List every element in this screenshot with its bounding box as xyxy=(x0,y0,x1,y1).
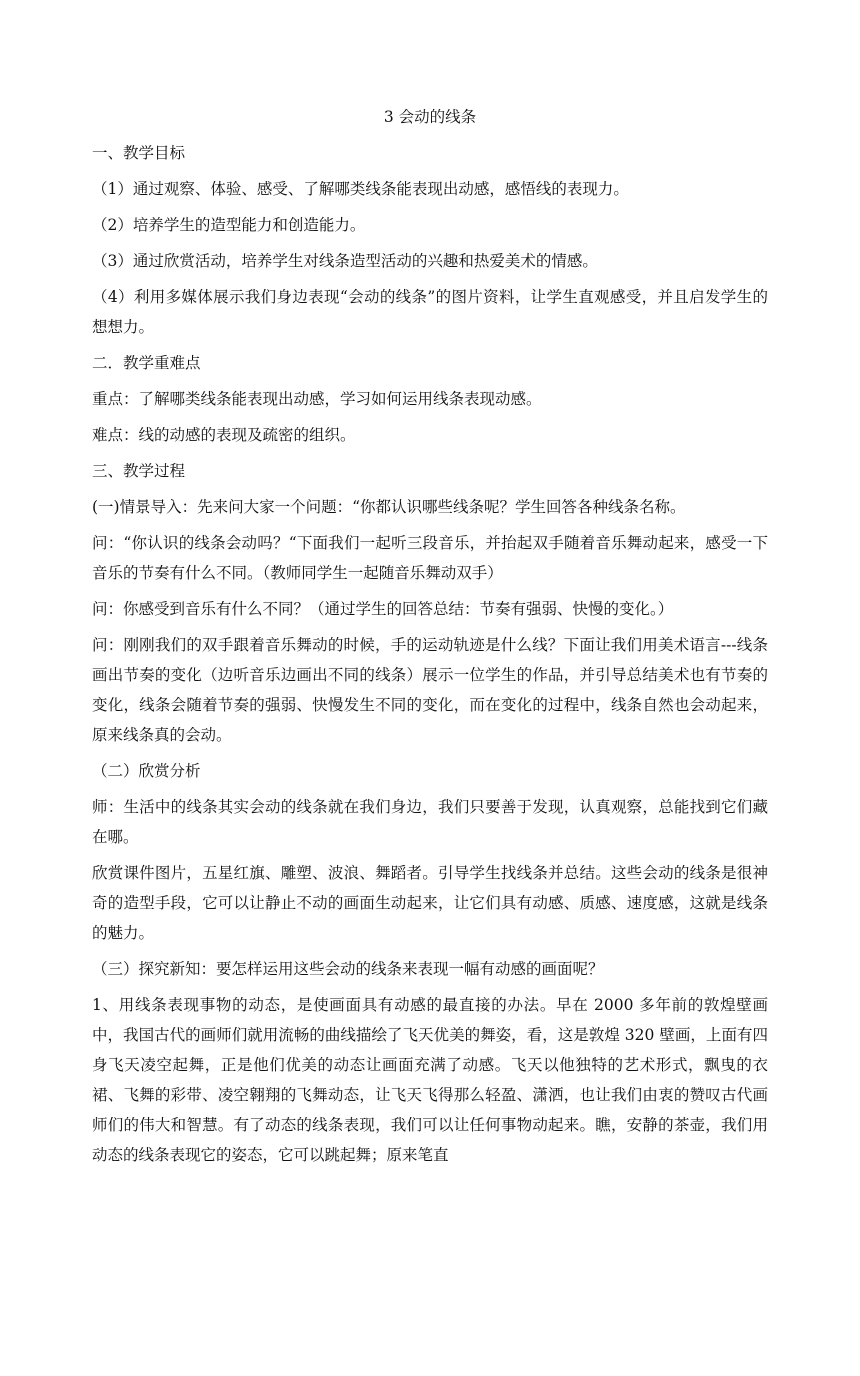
section-heading-appreciation: （二）欣赏分析 xyxy=(92,762,201,780)
section-heading-process: 三、教学过程 xyxy=(92,462,186,480)
paragraph-question-3: 问：刚刚我们的双手跟着音乐舞动的时候，手的运动轨迹是什么线？下面让我们用美术语言---线条画出节奏的变化（边听音乐边画出不同的线条）展示一位学生的作品，并引导总结美术也有节奏的变化，线条会随着节奏的强弱、快慢发生不同的变化，而在变化的过程中，线条自然也会动起来，原来线条真的会动。 xyxy=(92,636,768,744)
section-heading-objectives: 一、教学目标 xyxy=(92,144,186,162)
section-heading-key-points: 二．教学重难点 xyxy=(92,354,201,372)
paragraph-intro: (一)情景导入：先来问大家一个问题：“你都认识哪些线条呢？学生回答各种线条名称。 xyxy=(92,498,686,516)
paragraph-objective-1: （1）通过观察、体验、感受、了解哪类线条能表现出动感，感悟线的表现力。 xyxy=(92,180,629,198)
paragraph-explore-1: 1、用线条表现事物的动态，是使画面具有动感的最直接的办法。早在 2000 多年前的敦煌壁画中，我国古代的画师们就用流畅的曲线描绘了飞天优美的舞姿，看，这是敦煌 320 壁画，上面有四身飞天凌空起舞，正是他们优美的动态让画面充满了动感。飞天以他独特的艺术形式，飘曳的衣裙、飞舞的彩带、凌空翱翔的飞舞动态，让飞天飞得那么轻盈、潇洒，也让我们由衷的赞叹古代画师们的伟大和智慧。有了动态的线条表现，我们可以让任何事物动起来。瞧，安静的茶壶，我们用动态的线条表现它的姿态，它可以跳起舞；原来笔直 xyxy=(92,996,768,1164)
paragraph-objective-4: （4）利用多媒体展示我们身边表现“会动的线条”的图片资料，让学生直观感受，并且启发学生的想想力。 xyxy=(92,288,768,336)
paragraph-appreciation: 欣赏课件图片，五星红旗、雕塑、波浪、舞蹈者。引导学生找线条并总结。这些会动的线条是很神奇的造型手段，它可以让静止不动的画面生动起来，让它们具有动感、质感、速度感，这就是线条的魅力。 xyxy=(92,864,768,942)
document-title: 3 会动的线条 xyxy=(383,108,477,126)
paragraph-difficulty: 难点：线的动感的表现及疏密的组织。 xyxy=(92,426,356,444)
paragraph-teacher: 师：生活中的线条其实会动的线条就在我们身边，我们只要善于发现，认真观察，总能找到它们藏在哪。 xyxy=(92,798,768,846)
section-heading-explore: （三）探究新知：要怎样运用这些会动的线条来表现一幅有动感的画面呢？ xyxy=(92,960,604,978)
paragraph-objective-3: （3）通过欣赏活动，培养学生对线条造型活动的兴趣和热爱美术的情感。 xyxy=(92,252,598,270)
paragraph-question-1: 问：“你认识的线条会动吗？“下面我们一起听三段音乐，并抬起双手随着音乐舞动起来，感受一下音乐的节奏有什么不同。（教师同学生一起随音乐舞动双手） xyxy=(92,534,768,582)
document-body xyxy=(92,102,768,1176)
paragraph-question-2: 问：你感受到音乐有什么不同？（通过学生的回答总结：节奏有强弱、快慢的变化。） xyxy=(92,600,674,618)
paragraph-key-point: 重点：了解哪类线条能表现出动感，学习如何运用线条表现动感。 xyxy=(92,390,542,408)
paragraph-objective-2: （2）培养学生的造型能力和创造能力。 xyxy=(92,216,366,234)
